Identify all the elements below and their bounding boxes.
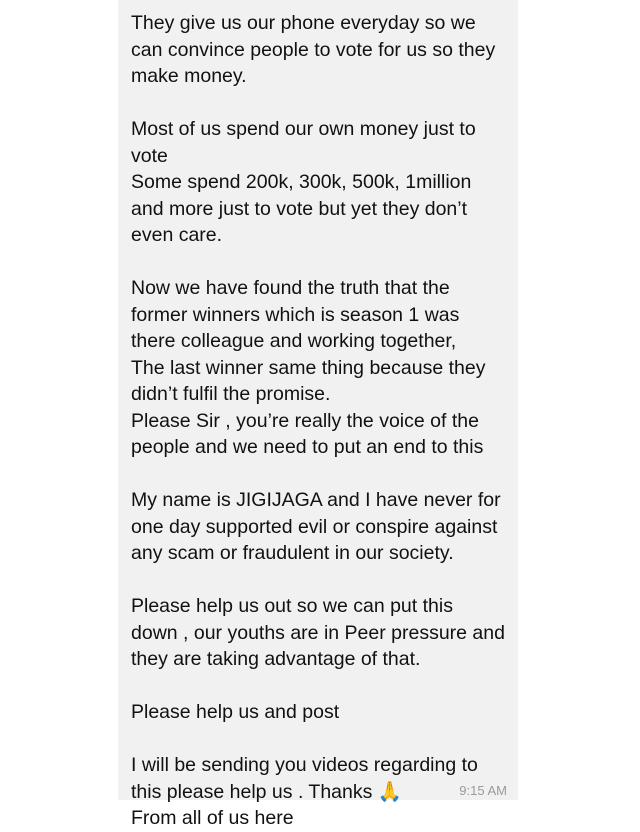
closing-line-1: I will be sending you videos regarding to <box>131 754 478 776</box>
message-paragraph-5: Please help us out so we can put this down , our youths are in Peer pressure and they are taking advantage of that. <box>131 595 505 670</box>
message-timestamp: 9:15 AM <box>459 783 507 798</box>
message-paragraph-1: They give us our phone everyday so we can convince people to vote for us so they make money. <box>131 12 496 87</box>
message-paragraph-6: Please help us and post <box>131 701 340 723</box>
message-paragraph-4: My name is JIGIJAGA and I have never for one day supported evil or conspire against any scam or fraudulent in our society. <box>131 489 501 564</box>
closing-line-3: From all of us here <box>131 807 294 829</box>
message-paragraph-3: Now we have found the truth that the former winners which is season 1 was there colleague and working together, The last winner same thing because they didn’t fulfil the promise. Please Sir , you’re really the voice of the people and we need to put an end to this <box>131 277 486 458</box>
message-bubble[interactable] <box>118 0 518 829</box>
message-text <box>131 10 518 832</box>
folded-hands-icon: 🙏 <box>377 779 403 803</box>
closing-line-2: this please help us . Thanks <box>131 780 373 803</box>
message-paragraph-2: Most of us spend our own money just to vote Some spend 200k, 300k, 500k, 1million and more just to vote but yet they don’t even care. <box>131 118 476 246</box>
